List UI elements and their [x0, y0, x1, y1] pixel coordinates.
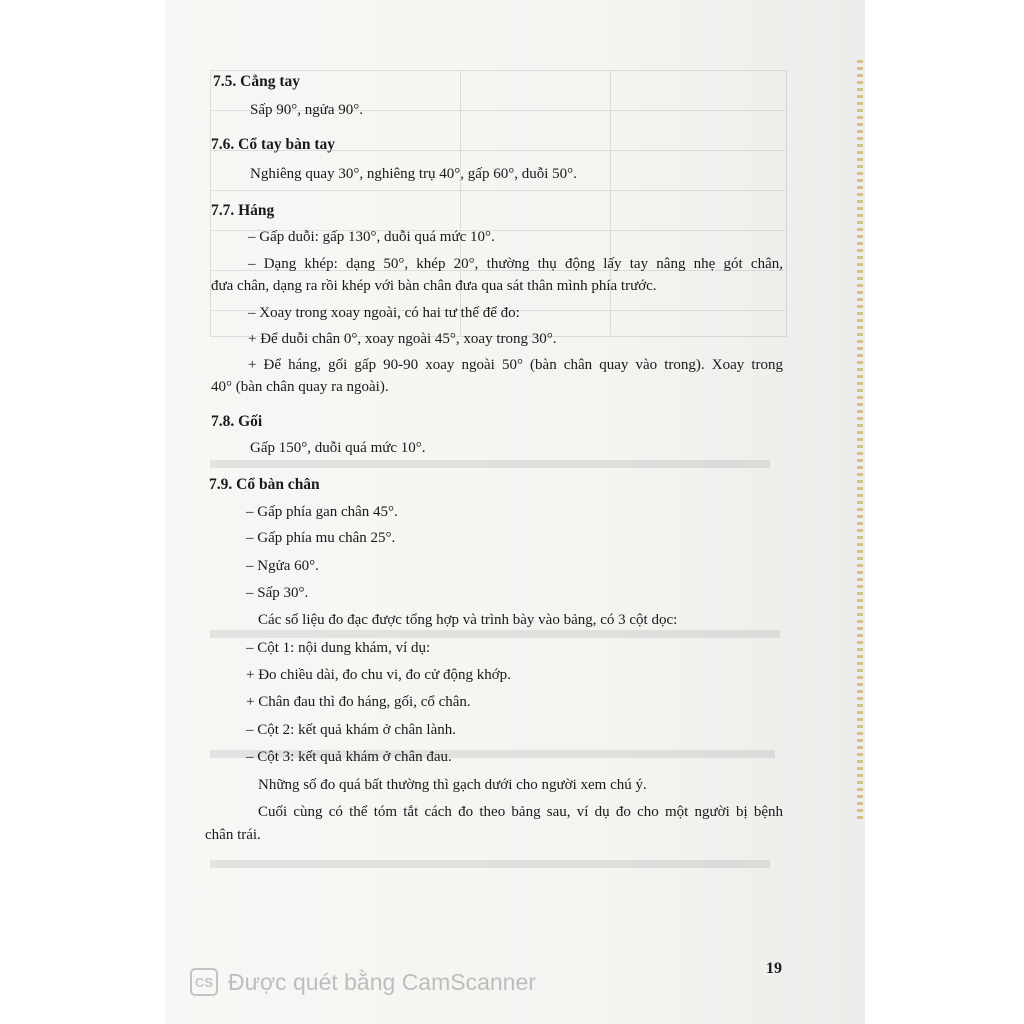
- section-heading: 7.9. Cổ bàn chân: [209, 476, 320, 493]
- list-item: – Gấp phía gan chân 45°.: [246, 504, 398, 520]
- list-item: + Để háng, gối gấp 90-90 xoay ngoài 50° (bàn chân quay vào trong). Xoay trong: [248, 357, 783, 373]
- paper-edge: [857, 60, 863, 820]
- section-heading: 7.8. Gối: [211, 413, 263, 430]
- list-item: + Để duỗi chân 0°, xoay ngoài 45°, xoay trong 30°.: [248, 331, 557, 347]
- body-line: Nghiêng quay 30°, nghiêng trụ 40°, gấp 60°, duỗi 50°.: [250, 166, 577, 182]
- watermark-text: Được quét bằng CamScanner: [228, 968, 536, 995]
- body-line: Những số đo quá bất thường thì gạch dưới cho người xem chú ý.: [258, 777, 647, 793]
- camscanner-watermark: [190, 968, 536, 996]
- list-item: – Gấp phía mu chân 25°.: [246, 530, 396, 546]
- list-item: – Cột 2: kết quả khám ở chân lành.: [246, 722, 456, 738]
- body-line: đưa chân, dạng ra rồi khép với bàn chân đưa qua sát thân mình phía trước.: [211, 278, 657, 294]
- list-item: – Cột 1: nội dung khám, ví dụ:: [246, 640, 431, 656]
- list-item: – Ngửa 60°.: [246, 558, 319, 574]
- list-item: + Chân đau thì đo háng, gối, cổ chân.: [246, 694, 471, 710]
- section-heading: 7.6. Cổ tay bàn tay: [211, 136, 336, 153]
- body-line: Gấp 150°, duỗi quá mức 10°.: [250, 440, 426, 456]
- body-line: Cuối cùng có thể tóm tắt cách đo theo bảng sau, ví dụ đo cho một người bị bệnh: [258, 804, 783, 820]
- body-line: 40° (bàn chân quay ra ngoài).: [211, 379, 389, 395]
- body-line: Các số liệu đo đạc được tổng hợp và trình bày vào bảng, có 3 cột dọc:: [258, 612, 678, 628]
- camscanner-logo-icon: CS: [190, 968, 218, 996]
- list-item: – Gấp duỗi: gấp 130°, duỗi quá mức 10°.: [248, 229, 495, 245]
- list-item: – Xoay trong xoay ngoài, có hai tư thế để đo:: [248, 305, 520, 321]
- body-line: Sấp 90°, ngửa 90°.: [250, 102, 364, 118]
- list-item: – Sấp 30°.: [246, 585, 309, 601]
- list-item: + Đo chiều dài, đo chu vi, đo cử động khớp.: [246, 667, 511, 683]
- list-item: – Cột 3: kết quả khám ở chân đau.: [246, 749, 452, 765]
- body-line: chân trái.: [205, 827, 261, 843]
- page-number: 19: [766, 960, 782, 977]
- list-item: – Dạng khép: dạng 50°, khép 20°, thường thụ động lấy tay nâng nhẹ gót chân,: [248, 256, 783, 272]
- section-heading: 7.5. Cẳng tay: [213, 73, 300, 90]
- section-heading: 7.7. Háng: [211, 202, 275, 219]
